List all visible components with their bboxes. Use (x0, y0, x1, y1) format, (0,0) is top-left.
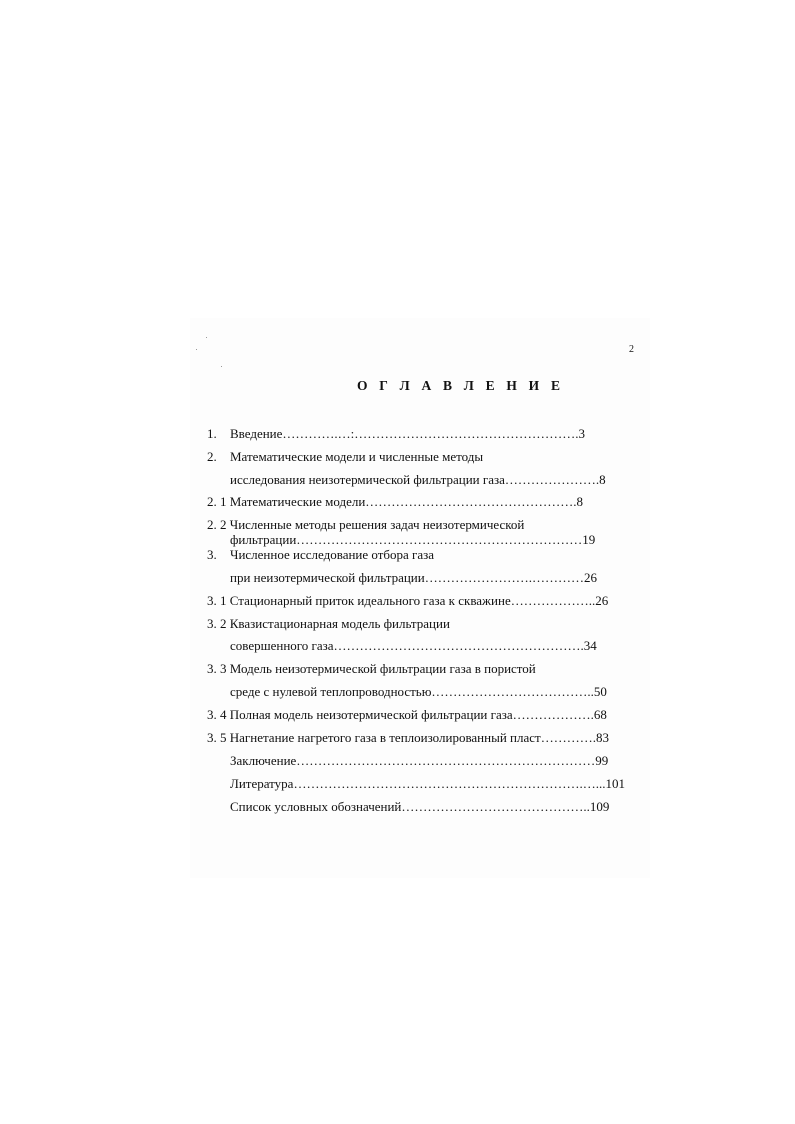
toc-number: 3. (207, 547, 217, 562)
toc-entry: 3. 3 Модель неизотермической фильтрации газа в пористой (207, 661, 536, 676)
page-number: 2 (629, 344, 634, 355)
toc-number: 1. (207, 426, 217, 441)
scan-speck (196, 349, 197, 350)
page-title: О Г Л А В Л Е Н И Е (357, 378, 565, 393)
toc-entry: Литература………………………………………………………….…...101 (230, 776, 625, 791)
scan-speck (206, 337, 207, 338)
toc-number: 2. (207, 449, 217, 464)
toc-entry: 3. 1 Стационарный приток идеального газа к скважине………………..26 (207, 593, 609, 608)
toc-entry: 2. 2 Численные методы решения задач неизотермической (207, 517, 525, 532)
toc-entry: Математические модели и численные методы (230, 449, 484, 464)
scan-speck (221, 366, 222, 367)
toc-entry: Заключение……………………………………………………………99 (230, 753, 609, 768)
toc-entry: 3. 4 Полная модель неизотермической фильтрации газа……………….68 (207, 707, 607, 722)
toc-entry-continuation: среде с нулевой теплопроводностью………………………………..50 (230, 684, 607, 699)
toc-entry-continuation: совершенного газа………………………………………………….34 (230, 638, 597, 653)
toc-entry: 3. 5 Нагнетание нагретого газа в теплоизолированный пласт………….83 (207, 730, 609, 745)
toc-entry-continuation: при неизотермической фильтрации…………………….…………26 (230, 570, 597, 585)
toc-entry: Список условных обозначений……………………………………..109 (230, 799, 610, 814)
toc-entry: 2. 1 Математические модели………………………………………….8 (207, 494, 584, 509)
toc-entry: Введение………….…:…………………………………………….3 (230, 426, 586, 441)
toc-entry-continuation: фильтрации…………………………………………………………19 (230, 532, 596, 547)
toc-entry: Численное исследование отбора газа (230, 547, 435, 562)
toc-entry: 3. 2 Квазистационарная модель фильтрации (207, 616, 450, 631)
toc-entry-continuation: исследования неизотермической фильтрации газа………………….8 (230, 472, 606, 487)
